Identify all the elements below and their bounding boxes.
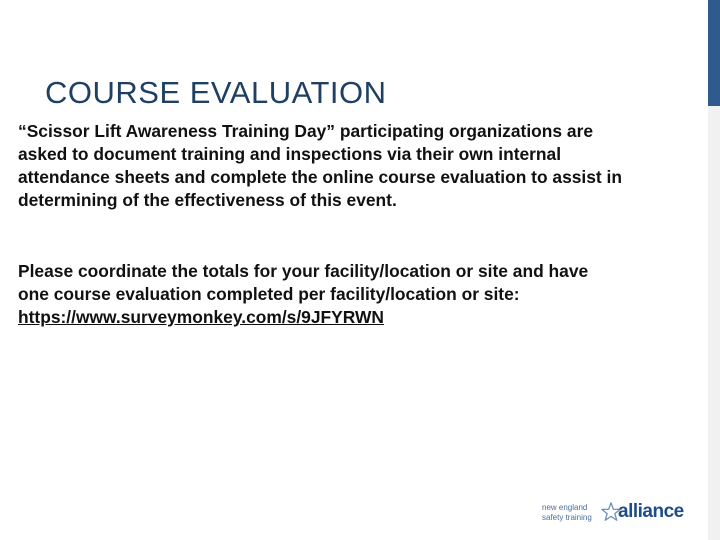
logo-text bbox=[542, 503, 592, 523]
logo-wordmark: alliance bbox=[618, 501, 684, 522]
slide-body bbox=[18, 120, 708, 329]
logo-line-1: new england bbox=[542, 503, 588, 512]
right-side-bar bbox=[708, 0, 720, 540]
paragraph-1-line-2: asked to document training and inspections via their own internal bbox=[18, 144, 562, 164]
slide-title: COURSE EVALUATION bbox=[45, 75, 387, 110]
paragraph-2-line-1: Please coordinate the totals for your facility/location or site and have bbox=[18, 261, 589, 281]
logo-line-2: safety training bbox=[542, 513, 592, 522]
paragraph-1-line-1: “Scissor Lift Awareness Training Day” participating organizations are bbox=[18, 121, 594, 141]
paragraph-1-line-4: determining of the effectiveness of this event. bbox=[18, 190, 397, 210]
paragraph-1-line-3: attendance sheets and complete the online course evaluation to assist in bbox=[18, 167, 623, 187]
accent-bar bbox=[708, 0, 720, 106]
survey-link[interactable]: https://www.surveymonkey.com/s/9JFYRWN bbox=[18, 307, 384, 327]
logo bbox=[542, 498, 682, 530]
survey-link-line bbox=[18, 306, 708, 329]
paragraph-2-line-2: one course evaluation completed per facility/location or site: bbox=[18, 284, 520, 304]
